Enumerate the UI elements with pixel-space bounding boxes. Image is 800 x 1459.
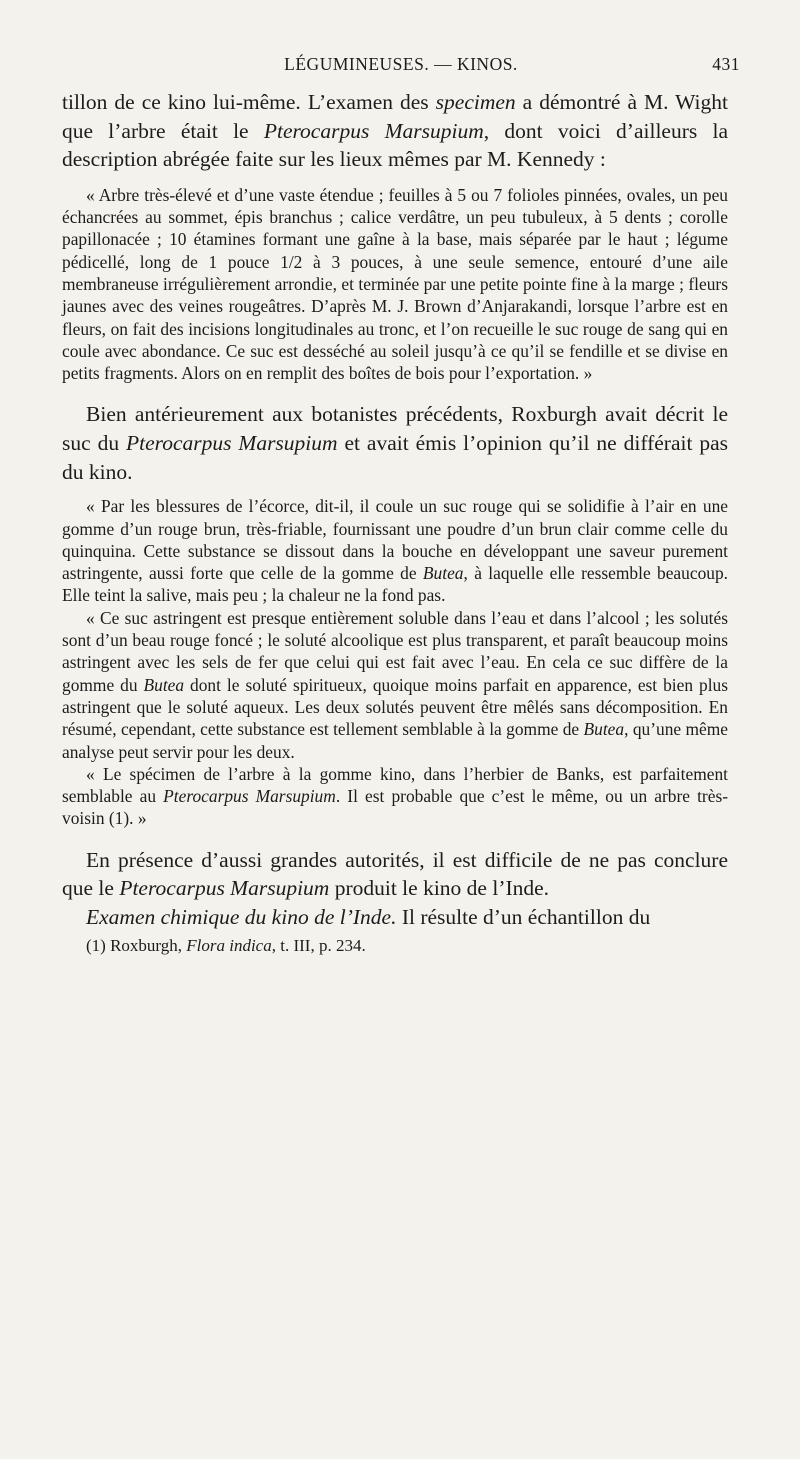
paragraph-conclusion <box>62 846 728 903</box>
text-run: a démontré à M. Wight que l’arbre était le <box>62 90 728 143</box>
text-run: dont le soluté spiritueux, quoique moins parfait en apparence, est bien plus astringent que le soluté aqueux. Les deux solutés peuvent être mêlés sans décomposition. En résumé, cependant, cette substance est tellement semblable à la gomme de <box>62 674 728 740</box>
text-run: produit le kino de l’Inde. <box>329 876 550 901</box>
paragraph-roxburgh <box>62 400 728 486</box>
quote-kennedy-description <box>62 184 728 385</box>
text-run: « Le spécimen de l’arbre à la gomme kino, dans l’herbier de Banks, est parfaitement semblable au <box>62 763 728 807</box>
text-run: , dont voici d’ailleurs la description abrégée faite sur les lieux mêmes par M. Kennedy : <box>62 118 729 172</box>
italic-run: Examen chimique du kino de l’Inde. <box>86 904 397 929</box>
italic-run: Pterocarpus Marsupium <box>163 786 336 807</box>
text-run: « Arbre très-élevé et d’une vaste étendue ; feuilles à 5 ou 7 folioles pinnées, ovales, un peu échancrées au sommet, épis branchus ; calice verdâtre, un peu tubuleux, à 5 dents ; corolle papillonacée ; 10 étamines formant une gaîne à la base, mais séparée par le haut ; légume pédicellé, long de 1 pouce 1/2 à 3 pouces, à une seule semence, entouré d’une aile membraneuse irrégulièrement arrondie, et terminée par une petite pointe fine à la marge ; fleurs jaunes avec des veines rougeâtres. D’après M. J. Brown d’Anjarakandi, lorsque l’arbre est en fleurs, on fait des incisions longitudinales au tronc, et l’on recueille le suc rouge de sang qui en coule avec abondance. Ce suc est desséché au soleil jusqu’à ce qu’il se fendille et se divise en petits fragments. Alors on en remplit des boîtes de bois pour l’exportation. » <box>62 184 728 384</box>
running-head <box>62 54 740 78</box>
text-run: « Par les blessures de l’écorce, dit-il, il coule un suc rouge qui se solidifie à l’air en une gomme d’un rouge brun, très-friable, fournissant une poudre d’un brun clair comme celle du quinquina. Cette substance se dissout dans la bouche en développant une saveur purement astringente, aussi forte que celle de la gomme de <box>62 496 728 584</box>
text-run: « Ce suc astringent est presque entièrement soluble dans l’eau et dans l’alcool ; les solutés sont d’un beau rouge foncé ; le soluté alcoolique est plus transparent, et paraît beaucoup moins astringent avec les sels de fer que celui qui est fait avec l’eau. En cela ce suc diffère de la gomme du <box>62 607 728 695</box>
paragraph-opening <box>62 88 728 174</box>
italic-run: Butea <box>143 674 185 695</box>
italic-run: Pterocarpus Marsupium <box>119 876 330 901</box>
page-body <box>62 88 728 957</box>
page-number: 431 <box>712 54 740 74</box>
text-run: Il résulte d’un échantillon du <box>396 904 651 929</box>
text-run: (1) Roxburgh, <box>86 936 187 956</box>
footnote <box>62 935 728 957</box>
text-run: , qu’une même analyse peut servir pour les deux. <box>62 719 729 762</box>
text-run: et avait émis l’opinion qu’il ne différait pas du kino. <box>62 431 729 484</box>
quote-roxburgh-wounds <box>62 495 728 606</box>
italic-run: Butea <box>422 563 464 584</box>
italic-run: Butea <box>583 719 625 740</box>
running-title: LÉGUMINEUSES. — KINOS. <box>284 54 518 74</box>
quote-roxburgh-specimen <box>62 763 728 830</box>
paragraph-chemical-exam <box>62 903 728 932</box>
text-run: , t. III, p. 234. <box>271 936 366 956</box>
text-run: . Il est probable que c’est le même, ou un arbre très-voisin (1). » <box>62 786 729 829</box>
text-run: Bien antérieurement aux botanistes précédents, Roxburgh avait décrit le suc du <box>62 402 728 456</box>
italic-run: specimen <box>435 90 516 114</box>
text-run: tillon de ce kino lui-même. L’examen des <box>62 90 436 114</box>
italic-run: Flora indica <box>186 936 272 956</box>
italic-run: Pterocarpus Marsupium <box>263 118 484 143</box>
italic-run: Pterocarpus Marsupium <box>126 431 338 456</box>
text-run: En présence d’aussi grandes autorités, il est difficile de ne pas conclure que le <box>62 847 728 901</box>
quote-roxburgh-solubility <box>62 607 728 763</box>
text-run: , à laquelle elle ressemble beaucoup. Elle teint la salive, mais peu ; la chaleur ne la fond pas. <box>62 563 728 606</box>
